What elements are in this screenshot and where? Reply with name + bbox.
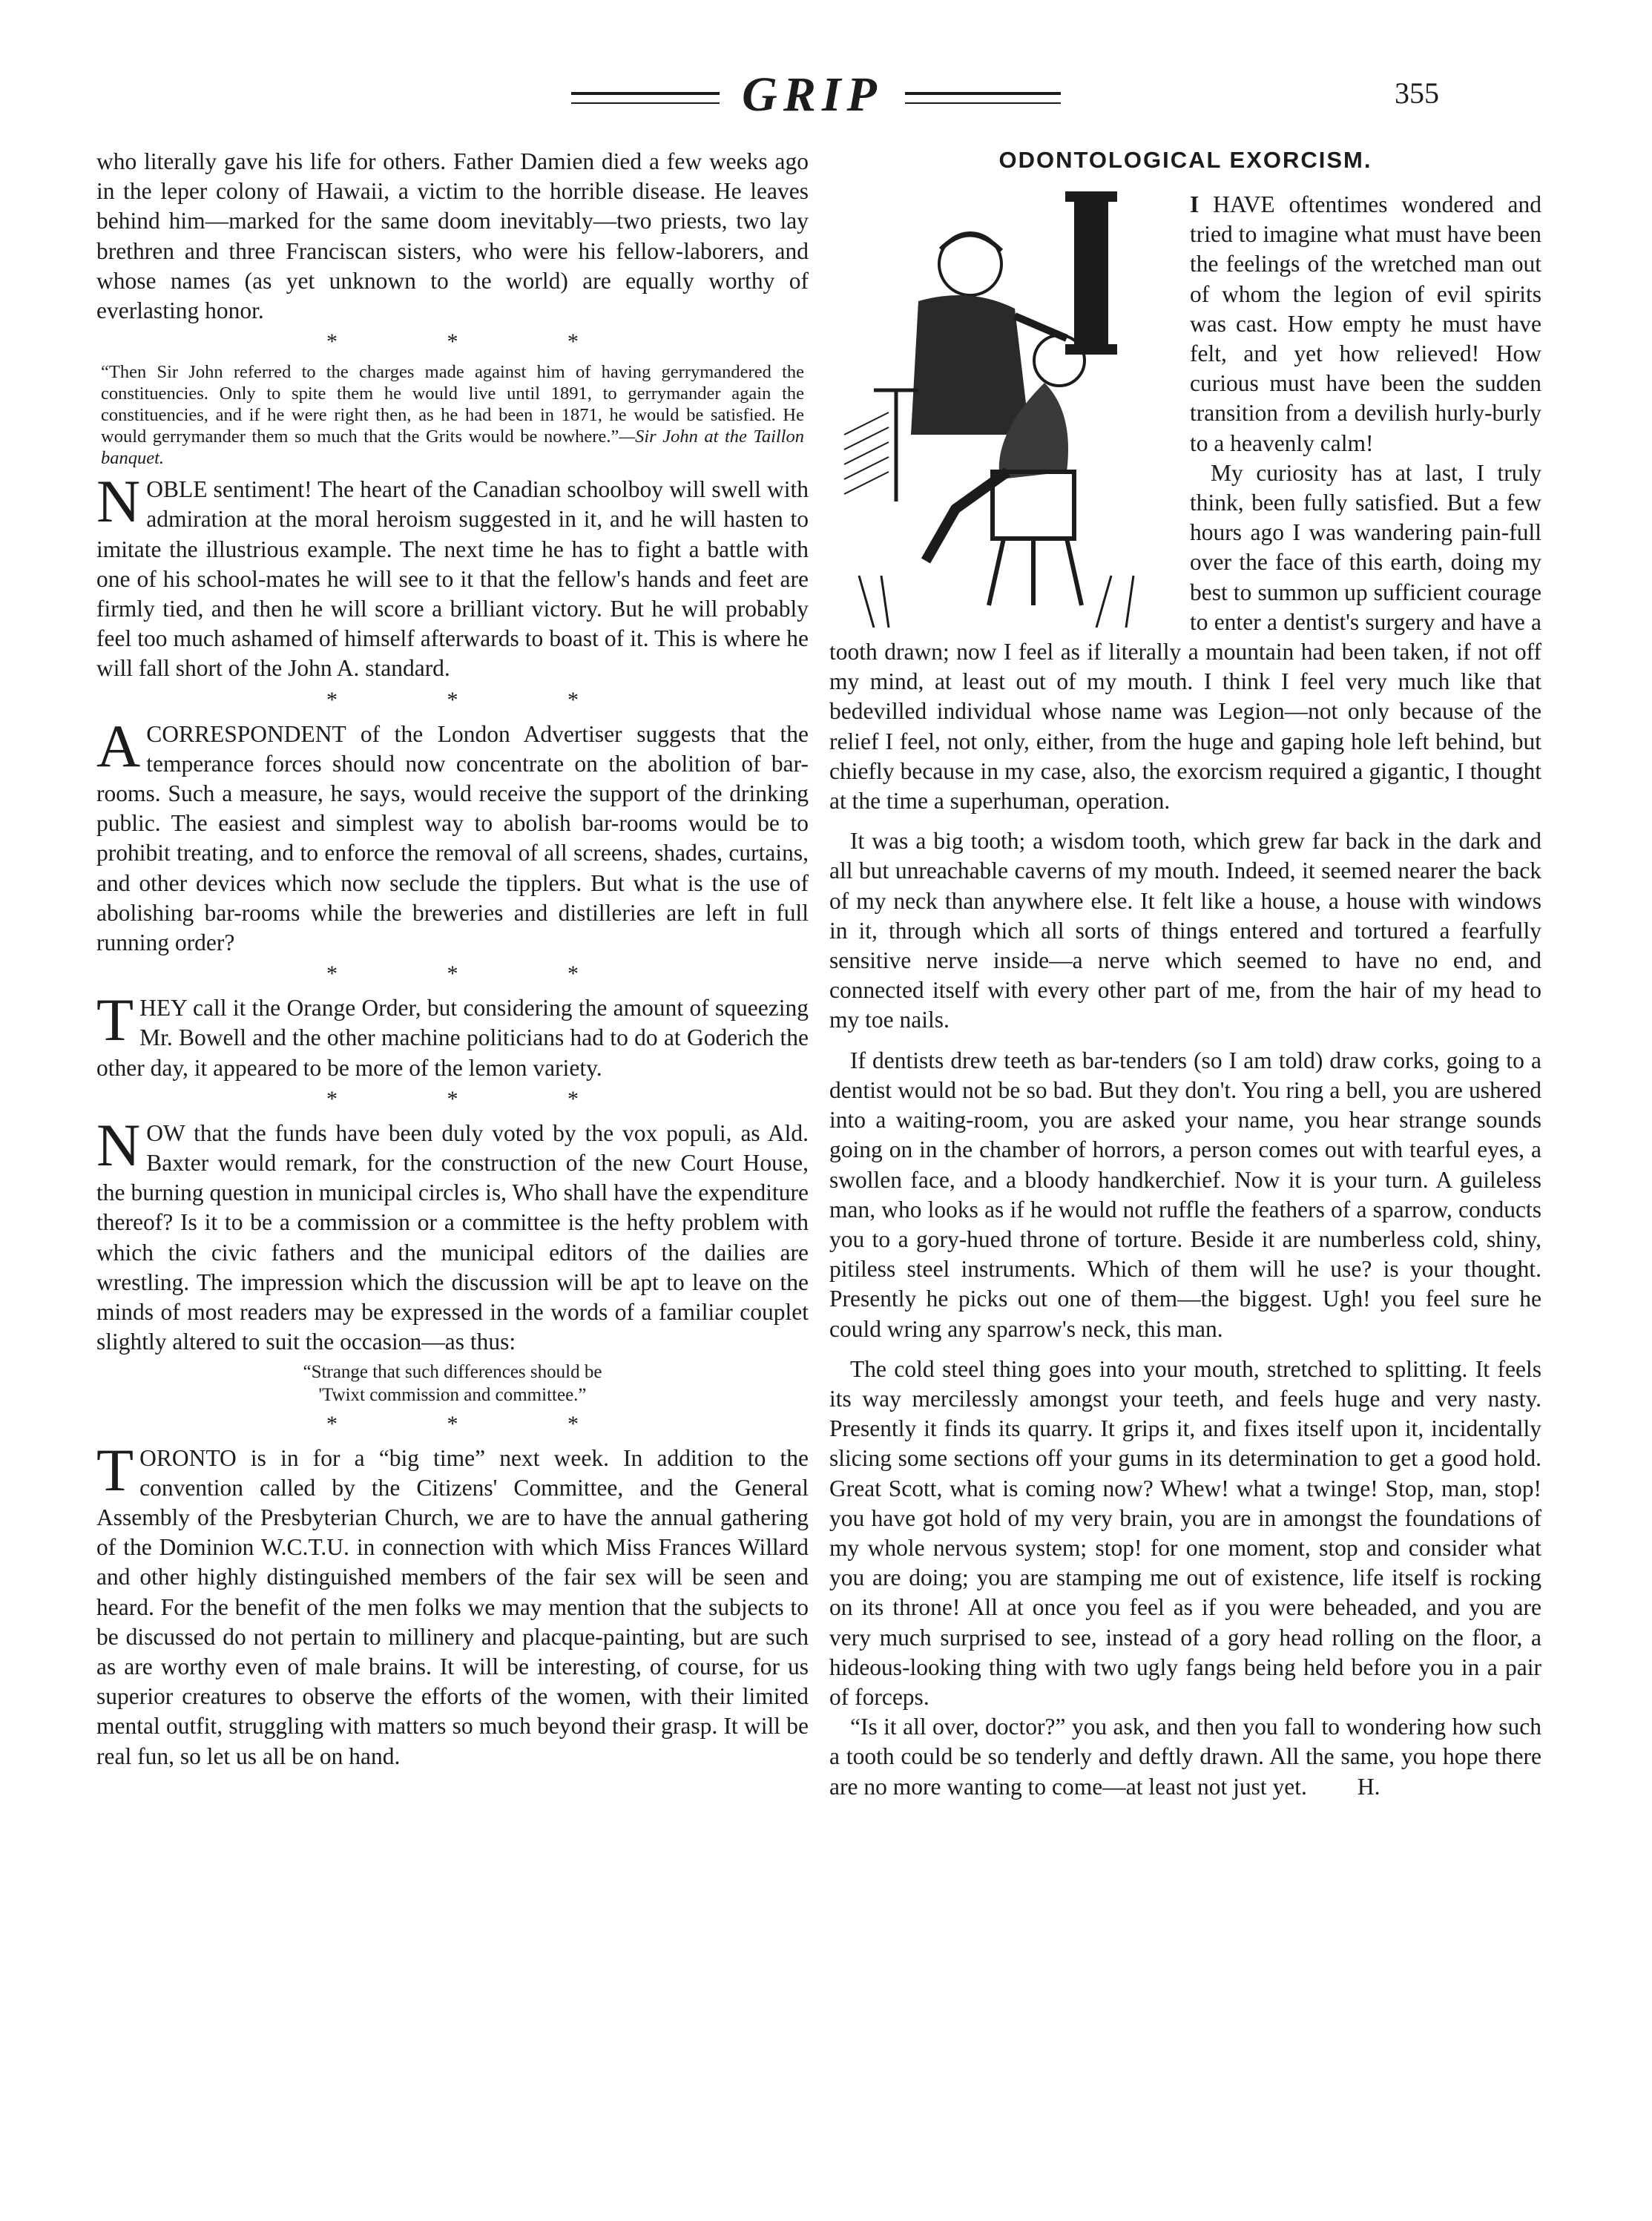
article-headline: ODONTOLOGICAL EXORCISM. <box>998 147 1372 173</box>
section-divider: * * * <box>326 329 631 355</box>
masthead-rule-left <box>571 92 720 104</box>
patient-legs <box>926 472 1007 561</box>
dentist-coat <box>911 295 1030 435</box>
publication-title: GRIP <box>742 68 883 122</box>
paragraph-body: HAVE oftentimes wondered and tried to imagine what must have been the feelings of the wretched man out of whom the legion of evil spirits was cast. How empty he must have felt, and yet how relieved! How curious must have been the sudden transition from a devilish hurly-burly to a heavenly calm! <box>1190 191 1541 456</box>
dental-chair <box>993 472 1074 539</box>
toronto-paragraph <box>96 1435 809 1771</box>
drop-cap: N <box>96 467 141 536</box>
sir-john-quote <box>101 361 804 469</box>
lead-word: OW <box>146 1119 185 1146</box>
right-column <box>829 147 1541 1802</box>
drop-cap-i-serif-top <box>1065 191 1117 202</box>
chair-legs <box>989 539 1082 605</box>
paragraph-body: “Is it all over, doctor?” you ask, and then you fall to wondering how such a tooth could be so tenderly and deftly drawn. All the same, you hope there are no more wanting to come—at least not just yet. <box>829 1714 1541 1800</box>
paragraph-body: call it the Orange Order, but considering the amount of squeezing Mr. Bowell and the other machine politicians had to do at Goderich the other day, it appeared to be more of the lemon variety. <box>96 995 809 1081</box>
section-divider: * * * <box>326 687 631 712</box>
lead-word: CORRESPONDENT <box>146 720 346 747</box>
verse-couplet <box>96 1360 809 1406</box>
curiosity-paragraph: My curiosity has at last, I truly think, been fully satisfied. But a few hours ago I was wandering pain-full over the face of this earth, doing my best to summon up sufficient courage to enter a dentist's surgery and have a tooth drawn; now I feel as if literally a mountain had been taken, if not off my mind, at least out of my mouth. I think I feel very much like that bedevilled individual whose name was Legion—not only because of the relief I feel, not only, either, from the huge and gaping hole left behind, but chiefly because in my case, also, the exorcism required a gigantic, I thought at the time a superhuman, operation. <box>829 459 1541 815</box>
shading-hatch <box>844 412 889 494</box>
section-divider: * * * <box>326 1411 631 1436</box>
correspondent-paragraph <box>96 711 809 958</box>
drop-cap: N <box>96 1110 141 1179</box>
verse-line: 'Twixt commission and committee.” <box>318 1384 587 1405</box>
paragraph-body: sentiment! The heart of the Canadian schoolboy will swell with admiration at the moral heroism suggested in it, and he will hasten to imitate the illustrious example. The next time he has to fight a battle with one of his school-mates he will see to it that the fellow's hands and feet are firmly tied, and then he will score a brilliant victory. But he will probably feel too much ashamed of himself afterwards to boast of it. This is where he will fall short of the John A. standard. <box>96 476 809 682</box>
quote-attribution: —Sir John at the Taillon banquet. <box>101 427 804 469</box>
dentist-hair <box>941 234 1001 251</box>
lead-word: HEY <box>139 995 187 1021</box>
dentist-illustration <box>829 190 1178 628</box>
paragraph-body: is in for a “big time” next week. In addition to the convention called by the Citizens' Committee, and the General Assembly of the Presbyterian Church, we are to have the annual gathering of the Dominion W.C.T.U. in connection with which Miss Frances Willard and other highly distinguished members of the fair sex will be seen and heard. For the benefit of the men folks we may mention that the subjects to be discussed do not pertain to millinery and placque-painting, but are such as are worthy even of male brains. It will be interesting, of course, for us superior creatures to observe the efforts of the women, with their limited mental outfit, struggling with matters so much beyond their grasp. It will be real fun, so let us all be on hand. <box>96 1444 809 1769</box>
masthead <box>0 65 1652 125</box>
verse-line: “Strange that such differences should be <box>303 1361 602 1382</box>
dentist-visit-paragraph: If dentists drew teeth as bar-tenders (so I am told) draw corks, going to a dentist would not be so bad. But they don't. You ring a bell, you are ushered into a waiting-room, you are asked your name, you hear strange sounds going on in the chamber of horrors, a person comes out with tearful eyes, a swollen face, and a bloody handkerchief. Now it is your turn. A guileless man, who looks as if he would not ruffle the feathers of a sparrow, conducts you to a gory-hued throne of torture. Beside it are numberless cold, shiny, pitiless steel instruments. Which of them will he use? is your thought. Presently he picks out one of them—the biggest. Ugh! you feel sure he could wring any sparrow's neck, this man. <box>829 1047 1541 1342</box>
masthead-rule-right <box>905 92 1061 104</box>
court-house-paragraph <box>96 1110 809 1358</box>
page-number: 355 <box>1395 76 1439 110</box>
dentist-extracting-tooth-icon <box>829 190 1178 628</box>
noble-paragraph <box>96 467 809 683</box>
section-divider: * * * <box>326 961 631 987</box>
patient-head <box>1034 335 1085 386</box>
orange-order-paragraph <box>96 986 809 1083</box>
lead-word: OBLE <box>146 476 208 503</box>
drop-cap-i-serif-bottom <box>1065 344 1117 355</box>
section-divider: * * * <box>326 1086 631 1111</box>
lead-word: ORONTO <box>139 1444 237 1471</box>
extraction-paragraph: The cold steel thing goes into your mouth, stretched to splitting. It feels its way mercilessly amongst your teeth, and feels huge and very nasty. Presently it finds its quarry. It grips it, and fixes itself upon it, incidentally slicing some sections off your gums in its determination to get a good hold. Great Scott, what is coming now? Whew! what a twinge! Stop, man, stop! you have got hold of my very brain, you are in amongst the foundations of my whole nervous system; stop! for one moment, stop and consider what you are doing; you are stamping me out of existence, life itself is rocking on its throne! All at once you feel as if you were beheaded, and you are very much surprised to see, instead of a gory head rolling on the floor, a hideous-looking thing with two ugly fangs being held before you in a pair of forceps. <box>829 1355 1541 1710</box>
paragraph-body: of the London Advertiser suggests that the temperance forces should now concentrate on the abolition of bar-rooms. Such a measure, he says, would receive the support of the drinking public. The easiest and simplest way to abolish bar-rooms would be to prohibit treating, and to enforce the removal of all screens, shades, curtains, and other devices which now seclude the tipplers. But what is the use of abolishing bar-rooms while the breweries and distilleries are left in full running order? <box>96 720 809 956</box>
author-signature: H. <box>1357 1773 1380 1800</box>
paragraph-body: that the funds have been duly voted by the vox populi, as Ald. Baxter would remark, for the construction of the new Court House, the burning question in municipal circles is, Who shall have the expenditure thereof? Is it to be a commission or a committee is the hefty problem with which the civic fathers and the municipal editors of the dailies are wrestling. The impression which the discussion will be apt to leave on the minds of most readers may be expressed in the words of a familiar couplet slightly altered to suit the occasion—as thus: <box>96 1119 809 1355</box>
drop-cap: A <box>96 711 141 780</box>
drop-cap: T <box>96 986 134 1054</box>
left-column <box>96 147 809 1771</box>
drop-cap: T <box>96 1435 134 1504</box>
drop-cap-i-shape <box>1074 194 1108 350</box>
closing-paragraph <box>829 1712 1541 1802</box>
floor-marks <box>859 576 1133 628</box>
wisdom-tooth-paragraph: It was a big tooth; a wisdom tooth, which grew far back in the dark and all but unreachable caverns of my mouth. Indeed, it seemed nearer the back of my neck than anywhere else. It felt like a house, a house with windows in it, through which all sorts of things entered and tortured a fearfully sensitive nerve inside—a nerve which seemed to have no end, and connected itself with every other part of me, from the hair of my head to my toe nails. <box>829 828 1541 1033</box>
damien-paragraph: who literally gave his life for others. Father Damien died a few weeks ago in the leper colony of Hawaii, a victim to the horrible disease. He leaves behind him—marked for the same doom inevitably—two priests, two lay brethren and three Franciscan sisters, who were his fellow-laborers, and whose names (as yet unknown to the world) are equally worthy of everlasting honor. <box>96 148 809 324</box>
quote-text: “Then Sir John referred to the charges made against him of having gerrymandered the constituencies. Only to spite them he would live until 1891, to gerrymander again the constituencies, and if he were right then, as he had been in 1871, he would be satisfied. He would gerrymander them so much that the Grits would be nowhere.” <box>101 362 804 447</box>
drop-cap-letter: I <box>1190 191 1199 217</box>
